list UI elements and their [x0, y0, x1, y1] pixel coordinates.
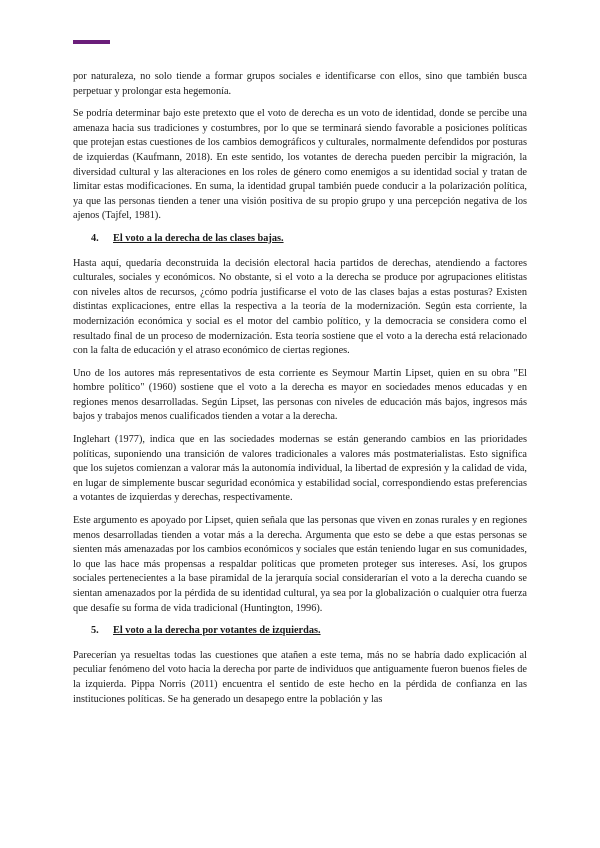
paragraph-continuation: por naturaleza, no solo tiende a formar grupos sociales e identificarse con ellos, sino que también busca perpetuar y prolongar esta hegemonía.: [73, 71, 527, 97]
section-number-4: 4.: [91, 232, 99, 244]
section-title-5: El voto a la derecha por votantes de izquierdas.: [113, 625, 321, 637]
paragraph-modernization-theory: Hasta aquí, quedaría deconstruida la decisión electoral hacia partidos de derechas, atendiendo a factores culturales, sociales y económicos. No obstante, si el voto a la derecha se produce por agrupaciones elitistas con niveles altos de recursos, ¿cómo podría justificarse el voto de las clases bajas a estas posturas? Existen distintas explicaciones, entre ellas la respectiva a la teoría de la modernización. Según esta corriente, la modernización económica y social es el motor del cambio político, y la democracia se considera como el resultado final de un proceso de modernización. Esta teoría sostiene que el voto a la derecha está relacionado con la falta de educación y el atraso económico de ciertas regiones.: [73, 257, 527, 357]
section-title-4: El voto a la derecha de las clases bajas.: [113, 232, 284, 244]
paragraph-rural-vote: Este argumento es apoyado por Lipset, quien señala que las personas que viven en zonas rurales y en regiones menos desarrolladas tienden a votar más a la derecha. Argumenta que esto se debe a que estas personas se sienten más amenazadas por los cambios económicos y sociales que están teniendo lugar en sus comunidades, lo que las hace más propensas a respaldar políticas que prometen proteger sus intereses. Así, los grupos sociales pertenecientes a la base piramidal de la jerarquía social considerarían el voto a la derecha cuando se sientan amenazados por la pérdida de su identidad cultural, ya sea por la globalización o cualquier otra fuerza que desafíe su forma de vida tradicional (Huntington, 1996).: [73, 515, 527, 614]
paragraph-lipset: Uno de los autores más representativos de esta corriente es Seymour Martin Lipset, quien en su obra "El hombre político" (1960) sostiene que el voto a la derecha es mayor en sociedades menos educadas y en regiones menos desarrolladas. Según Lipset, las personas con niveles de educación más bajos, ingresos más bajos y trabajos menos cualificados tienden a votar a la derecha.: [73, 367, 527, 423]
paragraph-inglehart: Inglehart (1977), indica que en las sociedades modernas se están generando cambios en las prioridades políticas, suponiendo una transición de valores tradicionales a valores más postmaterialistas. Esto significa que los sujetos comienzan a valorar más la autonomía individual, la libertad de expresión y la calidad de vida, en lugar de simplemente buscar seguridad económica y estabilidad social, correspondiendo estas preferencias a votantes de izquierdas y derechas, respectivamente.: [73, 434, 527, 504]
section-number-5: 5.: [91, 625, 99, 637]
paragraph-left-voters: Parecerían ya resueltas todas las cuestiones que atañen a este tema, más no se habría dado explicación al peculiar fenómeno del voto hacia la derecha por parte de individuos que antiguamente fueron buenos fieles de la izquierda. Pippa Norris (2011) encuentra el sentido de este hecho en la pérdida de confianza en las instituciones políticas. Se ha generado un desapego entre la población y las: [73, 649, 527, 705]
section-heading-4: [73, 232, 527, 247]
document-body: [73, 70, 527, 715]
paragraph-identity-vote: Se podría determinar bajo este pretexto que el voto de derecha es un voto de identidad, donde se percibe una amenaza hacia sus tradiciones y costumbres, por lo que se terminará siendo favorable a posiciones políticas que protejan estas cuestiones de los cambios demográficos y culturales, normalmente defendidos por posturas de izquierdas (Kaufmann, 2018). En este sentido, los votantes de derecha pueden percibir la migración, la diversidad cultural y las alteraciones en los roles de género como enemigos a su identidad social y tratan de limitar estas modificaciones. En suma, la identidad grupal también puede conducir a la polarización política, ya que las personas tienden a tener una visión positiva de su propio grupo y una percepción negativa de los ajenos (Tajfel, 1981).: [73, 108, 527, 222]
header-accent-bar: [73, 40, 110, 44]
section-heading-5: [73, 624, 527, 639]
